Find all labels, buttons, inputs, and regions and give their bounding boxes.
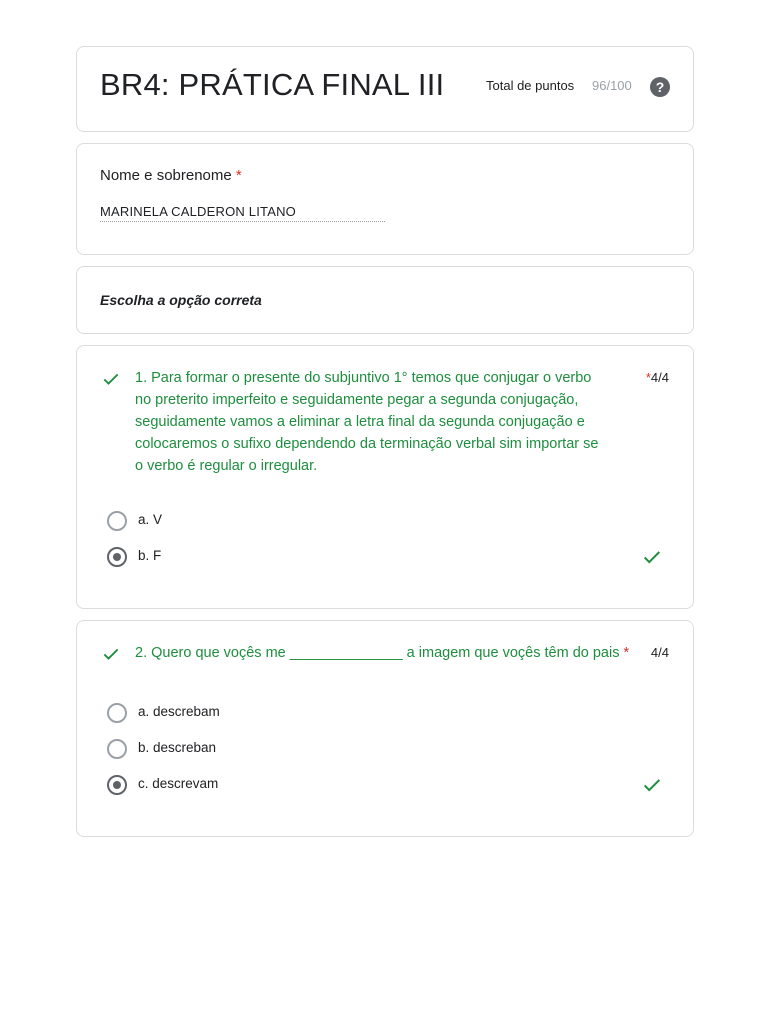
required-mark: * bbox=[235, 167, 242, 184]
option-label: a. V bbox=[138, 512, 163, 527]
name-field-label-text: Nome e sobrenome bbox=[100, 167, 232, 184]
question-text-2 bbox=[135, 642, 629, 664]
form-header-card bbox=[76, 46, 694, 132]
name-question-card bbox=[76, 143, 694, 255]
section-description-card bbox=[76, 266, 694, 334]
correct-check-icon bbox=[101, 644, 121, 664]
radio-button[interactable] bbox=[107, 511, 127, 531]
question-card-1 bbox=[76, 345, 694, 609]
correct-answer-check-icon bbox=[641, 546, 663, 568]
points-value: 4/4 bbox=[650, 370, 669, 385]
name-field-label bbox=[100, 167, 242, 184]
question-text-line: colocaremos o sufixo dependendo da terminação verbal sim importar se bbox=[135, 436, 599, 452]
name-field-value: MARINELA CALDERON LITANO bbox=[100, 204, 385, 222]
total-points-label: Total de puntos bbox=[486, 78, 575, 93]
question-text-line: 1. Para formar o presente do subjuntivo 1° temos que conjugar o verbo bbox=[135, 370, 592, 386]
radio-button-selected[interactable] bbox=[107, 775, 127, 795]
required-mark: * bbox=[623, 645, 630, 661]
question-card-2 bbox=[76, 620, 694, 837]
option-label: b. descreban bbox=[138, 740, 217, 755]
correct-check-icon bbox=[101, 369, 121, 389]
help-icon[interactable]: ? bbox=[650, 77, 670, 97]
question-points-2: 4/4 bbox=[650, 645, 669, 660]
question-text: 2. Quero que voçês me ______________ a imagem que voçês têm do pais bbox=[135, 645, 620, 661]
radio-button-selected[interactable] bbox=[107, 547, 127, 567]
question-text-line: seguidamente vamos a eliminar a letra final da segunda conjugação e bbox=[135, 414, 585, 430]
question-text-line: no preterito imperfeito e seguidamente pegar a segunda conjugação, bbox=[135, 392, 579, 408]
radio-button[interactable] bbox=[107, 703, 127, 723]
question-points-1 bbox=[646, 370, 669, 385]
option-label: c. descrevam bbox=[138, 776, 219, 791]
option-label: b. F bbox=[138, 548, 162, 563]
radio-button[interactable] bbox=[107, 739, 127, 759]
required-mark: * bbox=[645, 370, 651, 385]
question-text-line: o verbo é regular o irregular. bbox=[135, 458, 318, 474]
correct-answer-check-icon bbox=[641, 774, 663, 796]
total-points-value: 96/100 bbox=[592, 78, 632, 93]
form-title: BR4: PRÁTICA FINAL III bbox=[100, 67, 445, 102]
option-label: a. descrebam bbox=[138, 704, 220, 719]
question-text-1 bbox=[135, 367, 655, 477]
section-description: Escolha a opção correta bbox=[100, 292, 262, 308]
